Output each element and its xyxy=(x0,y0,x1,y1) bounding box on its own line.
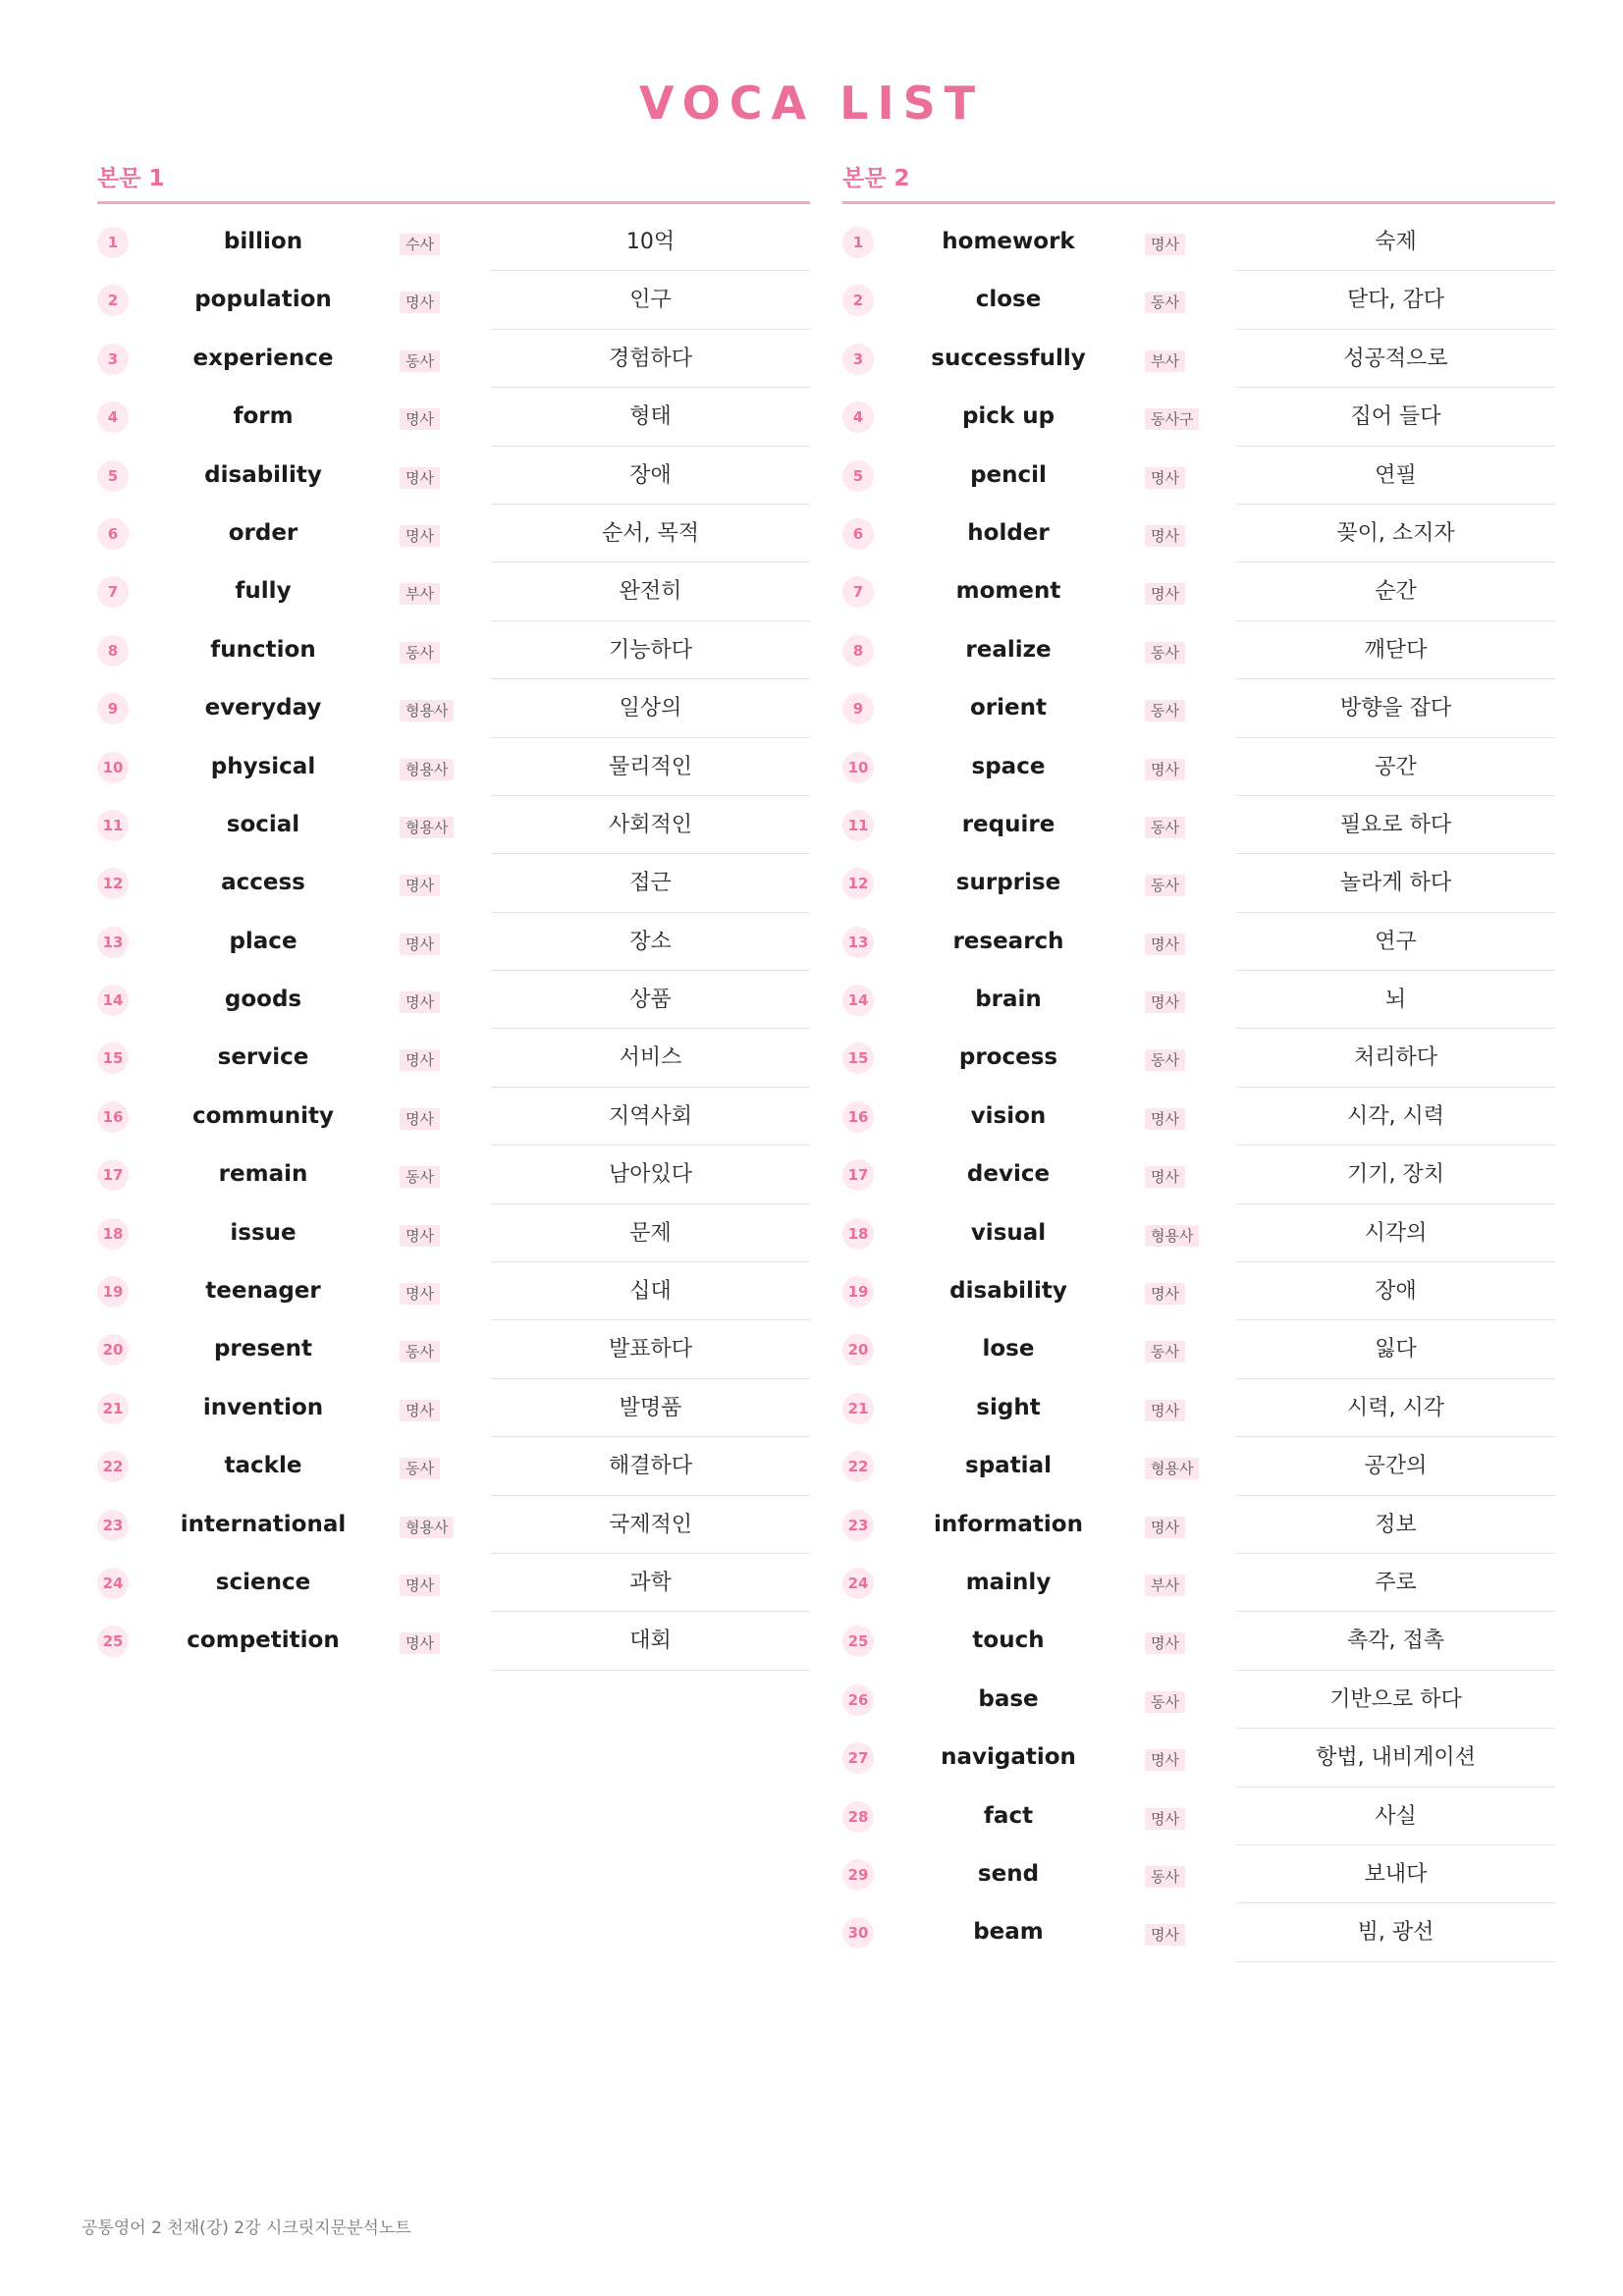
item-number: 10 xyxy=(97,752,129,783)
korean-meaning: 장애 xyxy=(1236,1262,1555,1320)
item-number: 24 xyxy=(97,1568,129,1599)
korean-meaning: 해결하다 xyxy=(491,1437,810,1495)
vocab-row xyxy=(842,1029,1555,1087)
part-of-speech-badge: 명사 xyxy=(400,1049,440,1071)
part-of-speech-badge: 동사 xyxy=(400,1166,440,1188)
item-number: 25 xyxy=(842,1626,874,1657)
english-word: send xyxy=(977,1860,1040,1887)
vocab-row xyxy=(97,796,810,854)
item-number: 23 xyxy=(842,1510,874,1541)
english-word: function xyxy=(210,636,316,663)
part-of-speech-badge: 부사 xyxy=(400,583,440,605)
english-word: successfully xyxy=(931,345,1086,371)
english-word: realize xyxy=(965,636,1052,663)
vocab-row xyxy=(842,971,1555,1029)
english-word: base xyxy=(978,1685,1039,1712)
korean-meaning: 접근 xyxy=(491,854,810,912)
item-number: 19 xyxy=(842,1276,874,1308)
part-of-speech-badge: 수사 xyxy=(400,234,440,255)
korean-meaning: 잃다 xyxy=(1236,1320,1555,1378)
part-of-speech-badge: 명사 xyxy=(1145,1108,1185,1130)
english-word: spatial xyxy=(965,1453,1052,1479)
korean-meaning: 연구 xyxy=(1236,913,1555,971)
english-word: space xyxy=(971,753,1046,779)
korean-meaning: 순서, 목적 xyxy=(491,505,810,562)
item-number: 20 xyxy=(842,1334,874,1365)
item-number: 23 xyxy=(97,1510,129,1541)
item-number: 1 xyxy=(842,227,874,258)
english-word: mainly xyxy=(965,1569,1052,1595)
item-number: 12 xyxy=(842,868,874,899)
part-of-speech-badge: 동사 xyxy=(1145,292,1185,313)
vocab-row xyxy=(842,679,1555,737)
vocab-row xyxy=(842,562,1555,620)
vocab-row xyxy=(842,854,1555,912)
korean-meaning: 시력, 시각 xyxy=(1236,1379,1555,1437)
korean-meaning: 장애 xyxy=(491,447,810,505)
part-of-speech-badge: 동사 xyxy=(1145,875,1185,896)
part-of-speech-badge: 명사 xyxy=(1145,991,1185,1013)
korean-meaning: 발표하다 xyxy=(491,1320,810,1378)
korean-meaning: 일상의 xyxy=(491,679,810,737)
korean-meaning: 집어 들다 xyxy=(1236,388,1555,446)
item-number: 6 xyxy=(842,518,874,550)
english-word: brain xyxy=(975,987,1042,1013)
vocab-row xyxy=(842,1204,1555,1262)
korean-meaning: 발명품 xyxy=(491,1379,810,1437)
korean-meaning: 닫다, 감다 xyxy=(1236,271,1555,329)
english-word: moment xyxy=(955,578,1061,605)
part-of-speech-badge: 명사 xyxy=(400,1400,440,1421)
korean-meaning: 물리적인 xyxy=(491,738,810,796)
korean-meaning: 인구 xyxy=(491,271,810,329)
korean-meaning: 국제적인 xyxy=(491,1496,810,1554)
english-word: holder xyxy=(967,519,1050,546)
page-title: VOCA LIST xyxy=(638,77,985,130)
item-number: 2 xyxy=(842,285,874,316)
vocab-row xyxy=(97,621,810,679)
english-word: form xyxy=(233,403,294,430)
item-number: 11 xyxy=(97,810,129,841)
vocab-row xyxy=(97,271,810,329)
english-word: order xyxy=(228,519,298,546)
vocab-row xyxy=(842,913,1555,971)
item-number: 5 xyxy=(842,460,874,492)
korean-meaning: 기반으로 하다 xyxy=(1236,1671,1555,1729)
part-of-speech-badge: 동사 xyxy=(1145,1341,1185,1362)
english-word: social xyxy=(226,811,300,837)
part-of-speech-badge: 부사 xyxy=(1145,350,1185,372)
item-number: 4 xyxy=(842,401,874,433)
item-number: 14 xyxy=(97,985,129,1016)
korean-meaning: 십대 xyxy=(491,1262,810,1320)
korean-meaning: 공간의 xyxy=(1236,1437,1555,1495)
english-word: pick up xyxy=(961,403,1055,430)
vocab-row xyxy=(842,447,1555,505)
english-word: goods xyxy=(224,987,302,1013)
vocab-row xyxy=(97,388,810,446)
english-word: navigation xyxy=(941,1744,1076,1771)
part-of-speech-badge: 명사 xyxy=(1145,1517,1185,1538)
vocab-row xyxy=(97,447,810,505)
korean-meaning: 공간 xyxy=(1236,738,1555,796)
item-number: 6 xyxy=(97,518,129,550)
english-word: billion xyxy=(223,229,303,254)
english-word: disability xyxy=(204,461,322,488)
item-number: 27 xyxy=(842,1742,874,1774)
korean-meaning: 서비스 xyxy=(491,1029,810,1087)
item-number: 21 xyxy=(97,1393,129,1424)
item-number: 24 xyxy=(842,1568,874,1599)
vocab-row xyxy=(97,1029,810,1087)
item-number: 17 xyxy=(97,1159,129,1191)
part-of-speech-badge: 동사 xyxy=(1145,1049,1185,1071)
korean-meaning: 보내다 xyxy=(1236,1845,1555,1903)
vocab-row xyxy=(97,1088,810,1146)
part-of-speech-badge: 부사 xyxy=(1145,1575,1185,1596)
vocab-row xyxy=(842,738,1555,796)
english-word: access xyxy=(221,870,305,896)
english-word: process xyxy=(958,1044,1058,1071)
part-of-speech-badge: 형용사 xyxy=(400,700,454,721)
vocab-row xyxy=(97,1554,810,1612)
part-of-speech-badge: 동사 xyxy=(400,642,440,664)
english-word: homework xyxy=(942,229,1075,254)
english-word: population xyxy=(194,287,332,313)
vocab-row xyxy=(842,621,1555,679)
english-word: fully xyxy=(235,578,292,605)
korean-meaning: 놀라게 하다 xyxy=(1236,854,1555,912)
vocab-row xyxy=(842,1729,1555,1787)
item-number: 8 xyxy=(842,635,874,667)
korean-meaning: 뇌 xyxy=(1236,971,1555,1029)
item-number: 9 xyxy=(842,693,874,724)
part-of-speech-badge: 명사 xyxy=(400,1575,440,1596)
part-of-speech-badge: 동사 xyxy=(1145,817,1185,838)
vocab-row xyxy=(842,1379,1555,1437)
vocab-row xyxy=(842,796,1555,854)
part-of-speech-badge: 동사 xyxy=(1145,700,1185,721)
english-word: require xyxy=(961,811,1055,837)
vocab-row xyxy=(97,213,810,271)
vocab-row xyxy=(842,505,1555,562)
vocab-row xyxy=(97,1496,810,1554)
korean-meaning: 깨닫다 xyxy=(1236,621,1555,679)
vocab-row xyxy=(97,1320,810,1378)
vocab-row xyxy=(97,854,810,912)
vocab-row xyxy=(842,1845,1555,1903)
part-of-speech-badge: 명사 xyxy=(400,408,440,430)
item-number: 16 xyxy=(842,1101,874,1133)
korean-meaning: 주로 xyxy=(1236,1554,1555,1612)
part-of-speech-badge: 명사 xyxy=(1145,934,1185,955)
korean-meaning: 꽂이, 소지자 xyxy=(1236,505,1555,562)
part-of-speech-badge: 명사 xyxy=(1145,1632,1185,1654)
english-word: information xyxy=(934,1511,1083,1537)
english-word: place xyxy=(229,928,298,954)
korean-meaning: 시각, 시력 xyxy=(1236,1088,1555,1146)
english-word: teenager xyxy=(205,1278,321,1305)
english-word: research xyxy=(952,928,1064,954)
korean-meaning: 빔, 광선 xyxy=(1236,1903,1555,1961)
korean-meaning: 정보 xyxy=(1236,1496,1555,1554)
part-of-speech-badge: 동사 xyxy=(400,350,440,372)
part-of-speech-badge: 동사 xyxy=(1145,1691,1185,1713)
english-word: disability xyxy=(949,1278,1067,1305)
item-number: 25 xyxy=(97,1626,129,1657)
part-of-speech-badge: 명사 xyxy=(400,467,440,489)
item-number: 9 xyxy=(97,693,129,724)
section-1 xyxy=(97,165,810,1671)
item-number: 7 xyxy=(842,576,874,608)
item-number: 28 xyxy=(842,1801,874,1833)
part-of-speech-badge: 명사 xyxy=(1145,234,1185,255)
english-word: international xyxy=(180,1511,347,1537)
part-of-speech-badge: 동사 xyxy=(400,1458,440,1479)
english-word: tackle xyxy=(224,1453,302,1479)
section-heading: 본문 1 xyxy=(97,165,810,204)
item-number: 8 xyxy=(97,635,129,667)
part-of-speech-badge: 명사 xyxy=(1145,1166,1185,1188)
item-number: 13 xyxy=(97,927,129,958)
english-word: present xyxy=(213,1336,313,1362)
footer-text: 공통영어 2 천재(강) 2강 시크릿지문분석노트 xyxy=(81,2218,411,2238)
korean-meaning: 형태 xyxy=(491,388,810,446)
korean-meaning: 기능하다 xyxy=(491,621,810,679)
part-of-speech-badge: 명사 xyxy=(1145,467,1185,489)
part-of-speech-badge: 명사 xyxy=(400,1632,440,1654)
korean-meaning: 숙제 xyxy=(1236,213,1555,271)
korean-meaning: 연필 xyxy=(1236,447,1555,505)
english-word: close xyxy=(975,287,1042,313)
vocab-row xyxy=(842,1320,1555,1378)
korean-meaning: 필요로 하다 xyxy=(1236,796,1555,854)
item-number: 18 xyxy=(97,1218,129,1250)
vocab-row xyxy=(842,213,1555,271)
english-word: issue xyxy=(230,1219,297,1246)
item-number: 21 xyxy=(842,1393,874,1424)
part-of-speech-badge: 형용사 xyxy=(400,817,454,838)
part-of-speech-badge: 명사 xyxy=(400,875,440,896)
part-of-speech-badge: 동사 xyxy=(400,1341,440,1362)
vocab-row xyxy=(97,913,810,971)
korean-meaning: 순간 xyxy=(1236,562,1555,620)
item-number: 13 xyxy=(842,927,874,958)
part-of-speech-badge: 명사 xyxy=(400,991,440,1013)
vocab-row xyxy=(97,679,810,737)
korean-meaning: 남아있다 xyxy=(491,1146,810,1203)
part-of-speech-badge: 명사 xyxy=(1145,1400,1185,1421)
english-word: everyday xyxy=(204,695,322,721)
vocab-row xyxy=(97,562,810,620)
english-word: beam xyxy=(973,1919,1044,1946)
item-number: 7 xyxy=(97,576,129,608)
korean-meaning: 과학 xyxy=(491,1554,810,1612)
item-number: 20 xyxy=(97,1334,129,1365)
english-word: surprise xyxy=(955,870,1061,896)
item-number: 30 xyxy=(842,1917,874,1949)
vocab-row xyxy=(842,330,1555,388)
vocab-row xyxy=(842,1671,1555,1729)
korean-meaning: 방향을 잡다 xyxy=(1236,679,1555,737)
korean-meaning: 성공적으로 xyxy=(1236,330,1555,388)
korean-meaning: 촉각, 접촉 xyxy=(1236,1612,1555,1670)
item-number: 4 xyxy=(97,401,129,433)
english-word: community xyxy=(192,1102,334,1129)
item-number: 12 xyxy=(97,868,129,899)
vocab-row xyxy=(842,1437,1555,1495)
vocab-list xyxy=(842,213,1555,1962)
korean-meaning: 문제 xyxy=(491,1204,810,1262)
korean-meaning: 대회 xyxy=(491,1612,810,1670)
english-word: invention xyxy=(202,1394,324,1420)
item-number: 18 xyxy=(842,1218,874,1250)
part-of-speech-badge: 동사 xyxy=(1145,642,1185,664)
english-word: orient xyxy=(970,695,1047,721)
item-number: 1 xyxy=(97,227,129,258)
korean-meaning: 10억 xyxy=(491,213,810,271)
english-word: fact xyxy=(983,1802,1034,1829)
english-word: experience xyxy=(192,345,334,371)
part-of-speech-badge: 동사 xyxy=(1145,1866,1185,1888)
part-of-speech-badge: 명사 xyxy=(400,934,440,955)
section-heading: 본문 2 xyxy=(842,165,1555,204)
vocab-list xyxy=(97,213,810,1671)
korean-meaning: 상품 xyxy=(491,971,810,1029)
part-of-speech-badge: 명사 xyxy=(400,1225,440,1247)
item-number: 14 xyxy=(842,985,874,1016)
part-of-speech-badge: 형용사 xyxy=(1145,1458,1199,1479)
korean-meaning: 경험하다 xyxy=(491,330,810,388)
item-number: 17 xyxy=(842,1159,874,1191)
korean-meaning: 기기, 장치 xyxy=(1236,1146,1555,1203)
english-word: remain xyxy=(218,1161,308,1188)
part-of-speech-badge: 명사 xyxy=(1145,1808,1185,1830)
part-of-speech-badge: 명사 xyxy=(1145,1924,1185,1946)
vocab-row xyxy=(842,1903,1555,1961)
korean-meaning: 사회적인 xyxy=(491,796,810,854)
item-number: 16 xyxy=(97,1101,129,1133)
item-number: 2 xyxy=(97,285,129,316)
item-number: 22 xyxy=(842,1451,874,1482)
vocab-row xyxy=(842,1612,1555,1670)
english-word: science xyxy=(215,1569,311,1595)
vocab-row xyxy=(97,1612,810,1670)
vocab-row xyxy=(97,505,810,562)
part-of-speech-badge: 명사 xyxy=(1145,759,1185,780)
vocab-row xyxy=(97,1146,810,1203)
vocab-row xyxy=(97,971,810,1029)
part-of-speech-badge: 명사 xyxy=(1145,1749,1185,1771)
vocab-row xyxy=(97,1204,810,1262)
vocab-row xyxy=(842,1262,1555,1320)
item-number: 22 xyxy=(97,1451,129,1482)
item-number: 3 xyxy=(842,344,874,375)
vocab-row xyxy=(842,1088,1555,1146)
english-word: device xyxy=(966,1161,1051,1188)
korean-meaning: 사실 xyxy=(1236,1788,1555,1845)
vocab-row xyxy=(97,1262,810,1320)
english-word: service xyxy=(217,1044,309,1071)
english-word: pencil xyxy=(970,461,1047,488)
part-of-speech-badge: 명사 xyxy=(400,525,440,547)
item-number: 15 xyxy=(842,1042,874,1074)
item-number: 3 xyxy=(97,344,129,375)
korean-meaning: 시각의 xyxy=(1236,1204,1555,1262)
part-of-speech-badge: 형용사 xyxy=(400,759,454,780)
part-of-speech-badge: 명사 xyxy=(400,292,440,313)
korean-meaning: 완전히 xyxy=(491,562,810,620)
korean-meaning: 항법, 내비게이션 xyxy=(1236,1729,1555,1787)
section-2 xyxy=(842,165,1555,1962)
item-number: 5 xyxy=(97,460,129,492)
english-word: physical xyxy=(210,753,316,779)
item-number: 10 xyxy=(842,752,874,783)
vocab-row xyxy=(97,330,810,388)
item-number: 26 xyxy=(842,1684,874,1716)
english-word: vision xyxy=(970,1102,1047,1129)
part-of-speech-badge: 동사구 xyxy=(1145,408,1199,430)
vocab-row xyxy=(842,1788,1555,1845)
english-word: touch xyxy=(972,1628,1045,1654)
item-number: 19 xyxy=(97,1276,129,1308)
vocab-row xyxy=(97,1437,810,1495)
part-of-speech-badge: 명사 xyxy=(1145,525,1185,547)
korean-meaning: 장소 xyxy=(491,913,810,971)
item-number: 29 xyxy=(842,1859,874,1891)
vocab-row xyxy=(842,388,1555,446)
vocab-row xyxy=(842,1496,1555,1554)
vocab-row xyxy=(97,1379,810,1437)
part-of-speech-badge: 명사 xyxy=(400,1108,440,1130)
english-word: lose xyxy=(982,1336,1035,1362)
english-word: sight xyxy=(976,1394,1041,1420)
item-number: 11 xyxy=(842,810,874,841)
part-of-speech-badge: 형용사 xyxy=(400,1517,454,1538)
vocab-row xyxy=(842,271,1555,329)
item-number: 15 xyxy=(97,1042,129,1074)
part-of-speech-badge: 명사 xyxy=(1145,583,1185,605)
part-of-speech-badge: 명사 xyxy=(1145,1283,1185,1305)
english-word: visual xyxy=(970,1219,1047,1246)
korean-meaning: 처리하다 xyxy=(1236,1029,1555,1087)
vocab-row xyxy=(842,1146,1555,1203)
part-of-speech-badge: 명사 xyxy=(400,1283,440,1305)
english-word: competition xyxy=(187,1628,340,1654)
vocab-row xyxy=(97,738,810,796)
part-of-speech-badge: 형용사 xyxy=(1145,1225,1199,1247)
vocab-row xyxy=(842,1554,1555,1612)
korean-meaning: 지역사회 xyxy=(491,1088,810,1146)
